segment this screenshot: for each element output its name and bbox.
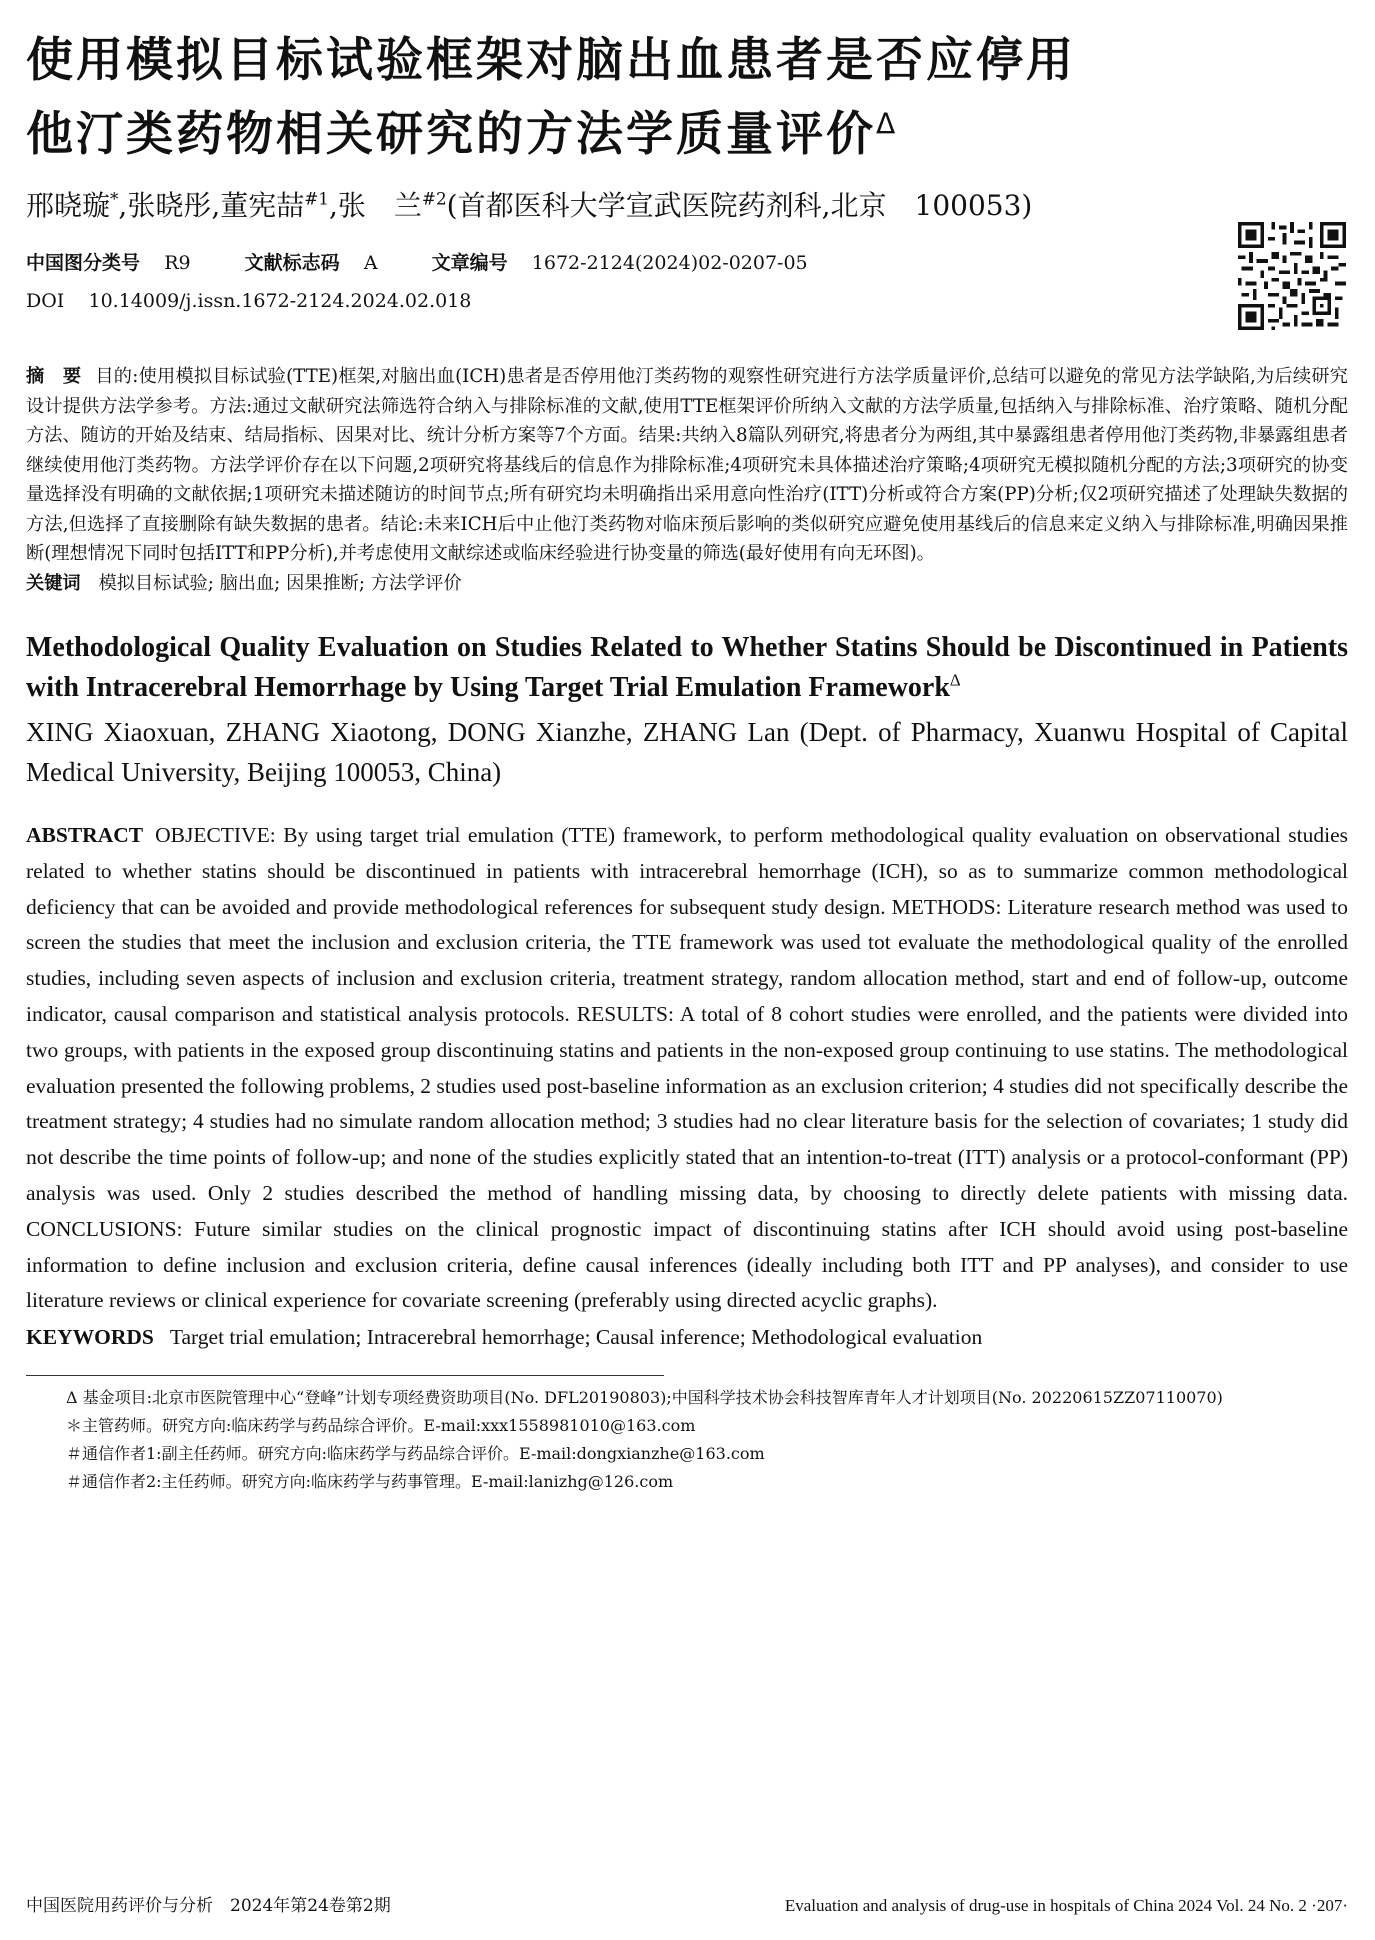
author-3-mark: #1: [304, 188, 329, 209]
footer-journal-chinese: 中国医院用药评价与分析 2024年第24卷第2期: [26, 1896, 391, 1916]
chinese-title-line-1: 使用模拟目标试验框架对脑出血患者是否应停用: [26, 33, 1076, 88]
chinese-abstract-label: 摘 要: [26, 366, 82, 387]
author-1: 邢晓璇: [26, 189, 111, 222]
affiliation: (首都医科大学宣武医院药剂科,北京 100053): [446, 189, 1033, 222]
english-abstract-label: ABSTRACT: [26, 823, 144, 847]
clc-value: R9: [164, 252, 191, 274]
author-4: 张 兰: [337, 189, 422, 222]
english-keywords-text: Target trial emulation; Intracerebral hemorrhage; Causal inference; Methodological evaluation: [169, 1325, 983, 1350]
english-keywords-label: KEYWORDS: [26, 1325, 154, 1350]
english-keywords: [26, 1319, 1348, 1355]
footnote-first-author: ＊主管药师。研究方向:临床药学与药品综合评价。E-mail:xxx1558981010@163.com: [66, 1416, 696, 1436]
chinese-title-line-2-text: 他汀类药物相关研究的方法学质量评价: [26, 107, 876, 162]
english-title: [26, 628, 1348, 708]
footnote-funding: Δ 基金项目:北京市医院管理中心“登峰”计划专项经费资助项目(No. DFL20190803);中国科学技术协会科技智库青年人才计划项目(No. 20220615ZZ07110070): [66, 1388, 1223, 1408]
article-value: 1672-2124(2024)02-0207-05: [531, 252, 808, 274]
classification-line: [26, 248, 1348, 278]
qr-code-icon: [1238, 222, 1346, 330]
chinese-title: [26, 24, 1348, 172]
footer-journal-english: Evaluation and analysis of drug-use in hospitals of China 2024 Vol. 24 No. 2 ·207·: [784, 1896, 1348, 1915]
english-funding-mark: Δ: [949, 670, 961, 690]
author-3: 董宪喆: [220, 189, 305, 222]
article-number: [432, 248, 808, 278]
english-abstract-text: OBJECTIVE: By using target trial emulation (TTE) framework, to perform methodological quality evaluation on observational studies related to whether statins should be discontinued in patients with intracerebral hemorrhage (ICH), so as to summarize common methodological deficiency that can be avoided and provide methodological references for subsequent study design. METHODS: Literature research method was used to screen the studies that meet the inclusion and exclusion criteria, the TTE framework was used tot evaluate the methodological quality of the enrolled studies, including seven aspects of inclusion and exclusion criteria, treatment strategy, random allocation method, start and end of follow-up, outcome indicator, causal comparison and statistical analysis protocols. RESULTS: A total of 8 cohort studies were enrolled, and the patients were divided into two groups, with patients in the exposed group discontinuing statins and patients in the non-exposed group continuing to use statins. The methodological evaluation presented the following problems, 2 studies used post-baseline information as an exclusion criterion; 4 studies did not specifically describe the treatment strategy; 4 studies had no simulate random allocation method; 3 studies had no clear literature basis for the selection of covariates; 1 study did not describe the time points of follow-up; and none of the studies explicitly stated that an intention-to-treat (ITT) analysis or a protocol-conformant (PP) analysis was used. Only 2 studies described the method of handling missing data, by choosing to directly delete patients with missing data. CONCLUSIONS: Future similar studies on the clinical prognostic impact of discontinuing statins after ICH should avoid using post-baseline information to define inclusion and exclusion criteria, define causal inferences (ideally including both ITT and PP analyses), and consider to use literature reviews or clinical experience for covariate screening (preferably using directed acyclic graphs).: [26, 823, 1348, 1313]
chinese-keywords-label: 关键词: [26, 572, 81, 594]
doi-line: [26, 286, 1348, 316]
document-code: [245, 248, 378, 278]
chinese-abstract: [26, 362, 1348, 569]
chinese-keywords-text: 模拟目标试验; 脑出血; 因果推断; 方法学评价: [98, 572, 462, 594]
funding-mark: Δ: [876, 107, 899, 141]
doi-value: 10.14009/j.issn.1672-2124.2024.02.018: [88, 290, 472, 312]
chinese-keywords: [26, 569, 1348, 599]
doc-label: 文献标志码: [244, 252, 340, 274]
clc-code: [26, 248, 191, 278]
chinese-authors: 邢晓璇*,张晓彤,董宪喆$^{\#1}$,张 兰$^{\#2}$(首都医科大学宣武医院药剂科,北京 100053): [26, 188, 1033, 222]
author-2: 张晓彤: [127, 189, 212, 222]
chinese-abstract-text: 目的:使用模拟目标试验(TTE)框架,对脑出血(ICH)患者是否停用他汀类药物的观察性研究进行方法学质量评价,总结可以避免的常见方法学缺陷,为后续研究设计提供方法学参考。方法:通过文献研究法筛选符合纳入与排除标准的文献,使用TTE框架评价所纳入文献的方法学质量,包括纳入与排除标准、治疗策略、随机分配方法、随访的开始及结束、结局指标、因果对比、统计分析方案等7个方面。结果:共纳入8篇队列研究,将患者分为两组,其中暴露组患者停用他汀类药物,非暴露组患者继续使用他汀类药物。方法学评价存在以下问题,2项研究将基线后的信息作为排除标准;4项研究未具体描述治疗策略;4项研究无模拟随机分配的方法;3项研究的协变量选择没有明确的文献依据;1项研究未描述随访的时间节点;所有研究均未明确指出采用意向性治疗(ITT)分析或符合方案(PP)分析;仅2项研究描述了处理缺失数据的方法,但选择了直接删除有缺失数据的患者。结论:未来ICH后中止他汀类药物对临床预后影响的类似研究应避免使用基线后的信息来定义纳入与排除标准,明确因果推断(理想情况下同时包括ITT和PP分析),并考虑使用文献综述或临床经验进行协变量的筛选(最好使用有向无环图)。: [26, 366, 1348, 564]
chinese-title-line-2: [26, 98, 1348, 172]
article-metadata: [26, 248, 1348, 338]
footnotes: [26, 1384, 1348, 1496]
english-authors: XING Xiaoxuan, ZHANG Xiaotong, DONG Xianzhe, ZHANG Lan (Dept. of Pharmacy, Xuanwu Hospital of Capital Medical University, Beijing 100053, China): [26, 717, 1348, 787]
footnote-divider: [26, 1375, 664, 1376]
clc-label: 中国图分类号: [26, 252, 141, 274]
author-1-mark: *: [110, 188, 119, 209]
english-abstract: [26, 818, 1348, 1319]
footnote-corresponding-1: ＃通信作者1:副主任药师。研究方向:临床药学与药品综合评价。E-mail:dongxianzhe@163.com: [66, 1444, 765, 1464]
article-label: 文章编号: [431, 252, 508, 274]
author-4-mark: #2: [421, 188, 447, 209]
english-title-text: Methodological Quality Evaluation on Studies Related to Whether Statins Should be Discontinued in Patients with Intracerebral Hemorrhage by Using Target Trial Emulation Framework: [26, 632, 1348, 703]
article-page: [26, 24, 1348, 1496]
doc-value: A: [363, 252, 378, 274]
doi-label: DOI: [26, 290, 65, 312]
footnote-corresponding-2: ＃通信作者2:主任药师。研究方向:临床药学与药事管理。E-mail:lanizhg@126.com: [66, 1472, 674, 1492]
